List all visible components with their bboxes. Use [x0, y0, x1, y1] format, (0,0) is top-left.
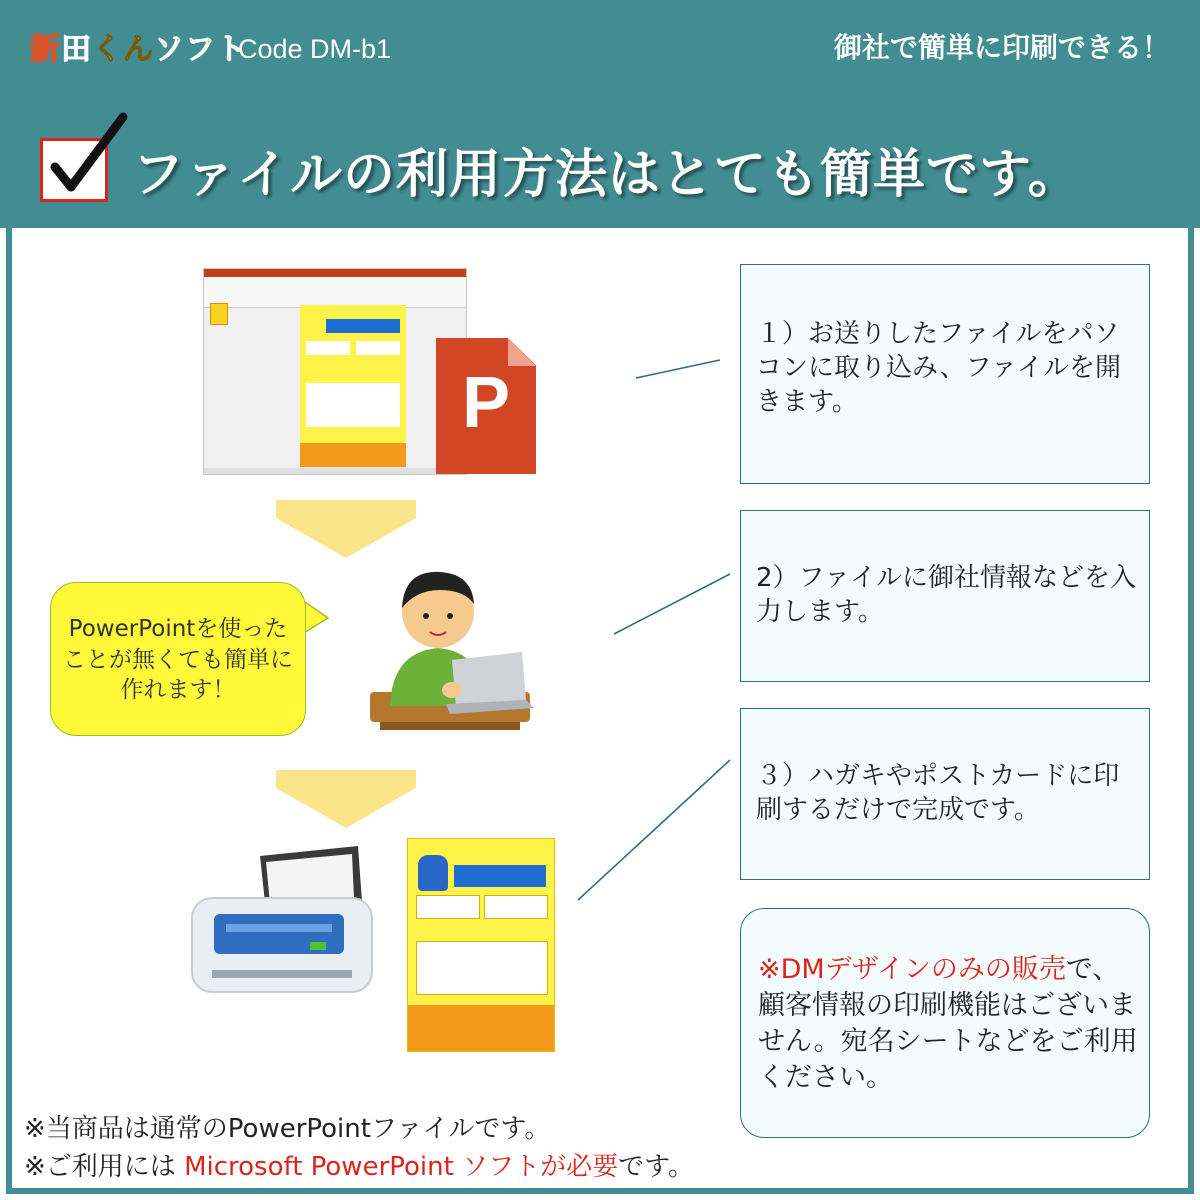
- brand-part-1: 新: [30, 32, 61, 67]
- down-arrow-icon: [276, 770, 416, 828]
- step-text-3: ３）ハガキやポストカードに印刷するだけで完成です。: [756, 761, 1120, 825]
- flyer-card-left: [416, 895, 480, 919]
- footer-line-1: ※当商品は通常のPowerPointファイルです。: [24, 1114, 551, 1144]
- step-text-1: １）お送りしたファイルをパソコンに取り込み、ファイルを開きます。: [756, 319, 1122, 417]
- checkmark-icon: [41, 109, 131, 199]
- flyer-card-right: [484, 895, 548, 919]
- flyer-footer-bar: [408, 1005, 554, 1051]
- printed-flyer: [407, 838, 555, 1052]
- header-band: [0, 0, 1200, 228]
- note-body-text: で、顧客情報の印刷機能はございません。宛名シートなどをご利用ください。: [758, 954, 1138, 1093]
- footer-line-2-red: Microsoft PowerPoint ソフトが必要: [184, 1152, 619, 1182]
- tagline: 御社で簡単に印刷できる！: [833, 31, 1170, 64]
- down-arrow-icon: [276, 500, 416, 558]
- slide-footer-bar: [300, 443, 406, 467]
- ppt-ribbon: [204, 277, 466, 308]
- speech-bubble-text: PowerPointを使ったことが無くても簡単に作れます！: [63, 616, 293, 704]
- step-text-2: 2）ファイルに御社情報などを入力します。: [756, 563, 1137, 627]
- footer-line-2: [24, 1146, 694, 1183]
- ppt-status-bar: [204, 468, 466, 474]
- checkbox-icon: [40, 138, 108, 202]
- brand-part-3: くん: [92, 32, 154, 67]
- flyer-title-strip: [454, 865, 546, 887]
- person-laptop-illustration: [360, 556, 540, 736]
- flyer-card-body: [416, 941, 548, 995]
- brand-logo: [30, 24, 247, 68]
- powerpoint-letter: P: [462, 363, 511, 443]
- ppt-slide-preview: [300, 305, 406, 467]
- ppt-slide-thumbnail: [210, 303, 228, 325]
- slide-card-right: [356, 341, 400, 355]
- brand-part-2: 田: [61, 32, 92, 67]
- note-text: [758, 952, 1138, 1096]
- slide-title-strip: [326, 319, 400, 333]
- page-headline: ファイルの利用方法はとても簡単です。: [132, 145, 1081, 205]
- slide-card-body: [306, 383, 400, 427]
- note-red-text: ※DMデザインのみの販売: [758, 954, 1066, 985]
- footer-line-2-prefix: ※ご利用には: [24, 1152, 185, 1182]
- bubble-tail: [302, 600, 332, 640]
- flyer-mascot: [418, 855, 448, 891]
- printer-illustration: [186, 846, 382, 996]
- brand-part-4: ソフト: [154, 32, 247, 67]
- product-code: Code DM-b1: [238, 34, 392, 64]
- powerpoint-screenshot: [203, 268, 467, 475]
- ppt-title-bar: [204, 269, 466, 277]
- slide-card-left: [306, 341, 350, 355]
- footer-line-2-suffix: です。: [618, 1152, 694, 1182]
